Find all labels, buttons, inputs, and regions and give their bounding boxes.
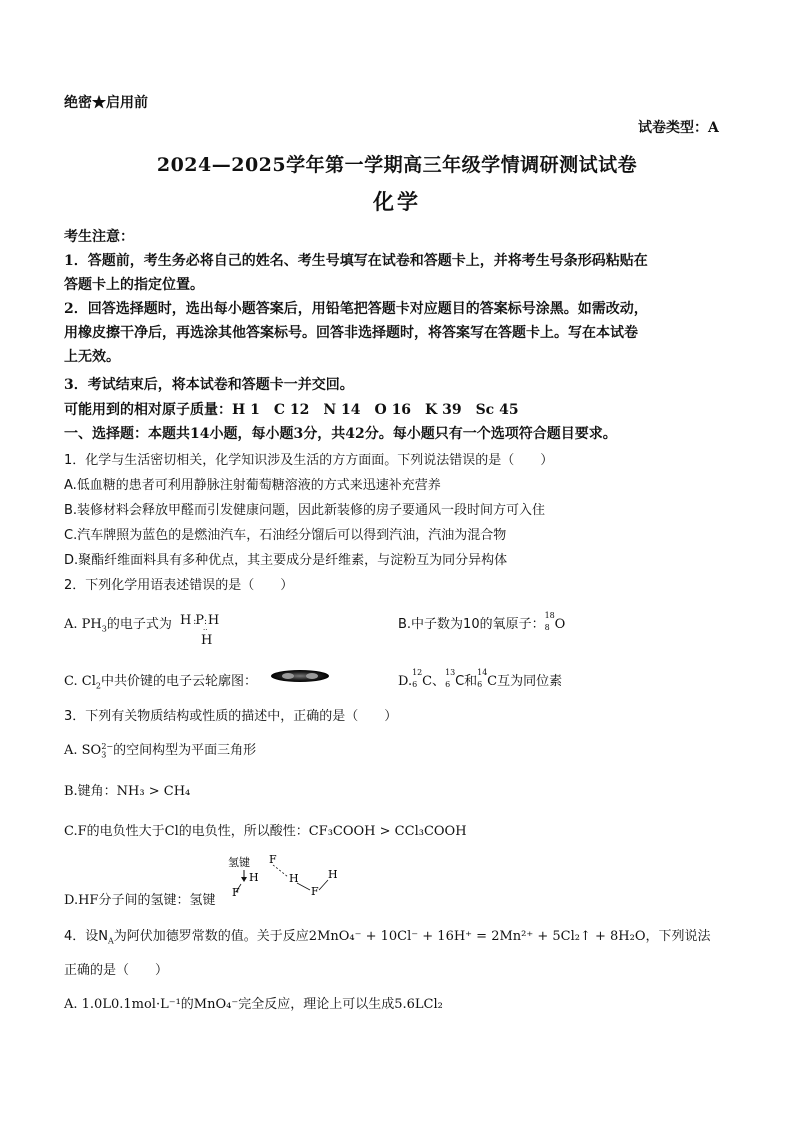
lone-pair-dots: ·· <box>203 626 208 634</box>
q4-stem-cont: 正确的是（ ） <box>64 963 169 978</box>
q1-option-a: A.低血糖的患者可利用静脉注射葡萄糖溶液的方式来迅速补充营养 <box>64 478 441 493</box>
q1-option-c: C.汽车牌照为蓝色的是燃油汽车，石油经分馏后可以得到汽油，汽油为混合物 <box>64 528 507 543</box>
subject-title: 化学 <box>373 189 421 214</box>
q3-option-c: C.F的电负性大于Cl的电负性，所以酸性：CF₃COOH > CCl₃COOH <box>64 824 467 839</box>
paper-type: 试卷类型：A <box>638 120 719 136</box>
notice-item-2-cont: 用橡皮擦干净后，再选涂其他答案标号。回答非选择题时，将答案写在答题卡上。写在本试卷 <box>64 325 638 341</box>
svg-text:F: F <box>232 886 240 899</box>
q3-option-d: D.HF分子间的氢键：氢键 <box>64 893 216 908</box>
svg-text:H: H <box>249 871 259 884</box>
notice-item-2: 2．回答选择题时，选出每小题答案后，用铅笔把答题卡对应题目的答案标号涂黑。如需改动， <box>64 301 648 317</box>
hydrogen-bond-label: 氢键 <box>228 856 250 869</box>
q2-option-a: A. $PH_3$的电子式为 <box>64 617 172 634</box>
q2-option-b: B.中子数为10的氧原子： 18 8 O <box>398 611 566 632</box>
q1-stem: 1．化学与生活密切相关，化学知识涉及生活的方方面面。下列说法错误的是（ ） <box>64 453 554 468</box>
section-heading: 一、选择题：本题共14小题，每小题3分，共42分。每小题只有一个选项符合题目要求。 <box>64 426 617 442</box>
q4-equation: 2MnO₄⁻ + 10Cl⁻ + 16H⁺ = 2Mn²⁺ + 5Cl₂↑ + 8H₂O <box>308 929 646 944</box>
hf-hydrogen-bond-diagram <box>222 850 352 904</box>
notice-item-3: 3．考试结束后，将本试卷和答题卡一并交回。 <box>64 377 354 393</box>
notice-item-1-cont: 答题卡上的指定位置。 <box>64 277 204 293</box>
q1-option-b: B.装修材料会释放甲醛而引发健康问题，因此新装修的房子要通风一段时间方可入住 <box>64 503 546 518</box>
q2-option-d: D. 12 6 C、 13 6 C和 14 6 C互为同位素 <box>398 668 563 689</box>
q2-a-text: 的电子式为 <box>106 617 172 632</box>
notice-item-2-end: 上无效。 <box>64 349 120 365</box>
q2-a-formula: A. PH <box>64 617 102 632</box>
svg-text:H: H <box>289 872 299 885</box>
confidential-mark: 绝密★启用前 <box>64 95 148 111</box>
notice-heading: 考生注意： <box>64 229 134 245</box>
q2-stem: 2．下列化学用语表述错误的是（ ） <box>64 578 294 593</box>
ph3-bottom-h: H <box>201 633 213 648</box>
q1-option-d: D.聚酯纤维面料具有多种优点，其主要成分是纤维素，与淀粉互为同分异构体 <box>64 553 508 568</box>
svg-text:F: F <box>269 853 277 866</box>
svg-text:F: F <box>311 885 319 898</box>
notice-item-1: 1．答题前，考生务必将自己的姓名、考生号填写在试卷和答题卡上，并将考生号条形码粘贴在 <box>64 253 648 269</box>
electron-formula-ph3: H :P: H <box>180 613 220 628</box>
q3-option-b: B.键角：NH₃ > CH₄ <box>64 784 191 799</box>
q4-stem: 4．设$N_A$为阿伏加德罗常数的值。关于反应2MnO₄⁻ + 10Cl⁻ + 16H⁺ = 2Mn²⁺ + 5Cl₂↑ + 8H₂O，下列说法 <box>64 929 711 946</box>
electron-cloud-diagram <box>270 668 330 688</box>
q2-option-c: C. $Cl_2$中共价键的电子云轮廓图： <box>64 674 257 691</box>
atomic-masses: 可能用到的相对原子质量：H 1 C 12 N 14 O 16 K 39 Sc 45 <box>64 402 519 418</box>
exam-title: 2024—2025学年第一学期高三年级学情调研测试试卷 <box>156 154 638 176</box>
q4-option-a: A. 1.0L0.1mol·L⁻¹的MnO₄⁻完全反应，理论上可以生成5.6LCl₂ <box>64 997 443 1012</box>
q3-stem: 3．下列有关物质结构或性质的描述中，正确的是（ ） <box>64 709 398 724</box>
q3-option-a: A. $SO_3^{2-}$的空间构型为平面三角形 <box>64 741 257 760</box>
svg-text:H: H <box>328 868 338 881</box>
